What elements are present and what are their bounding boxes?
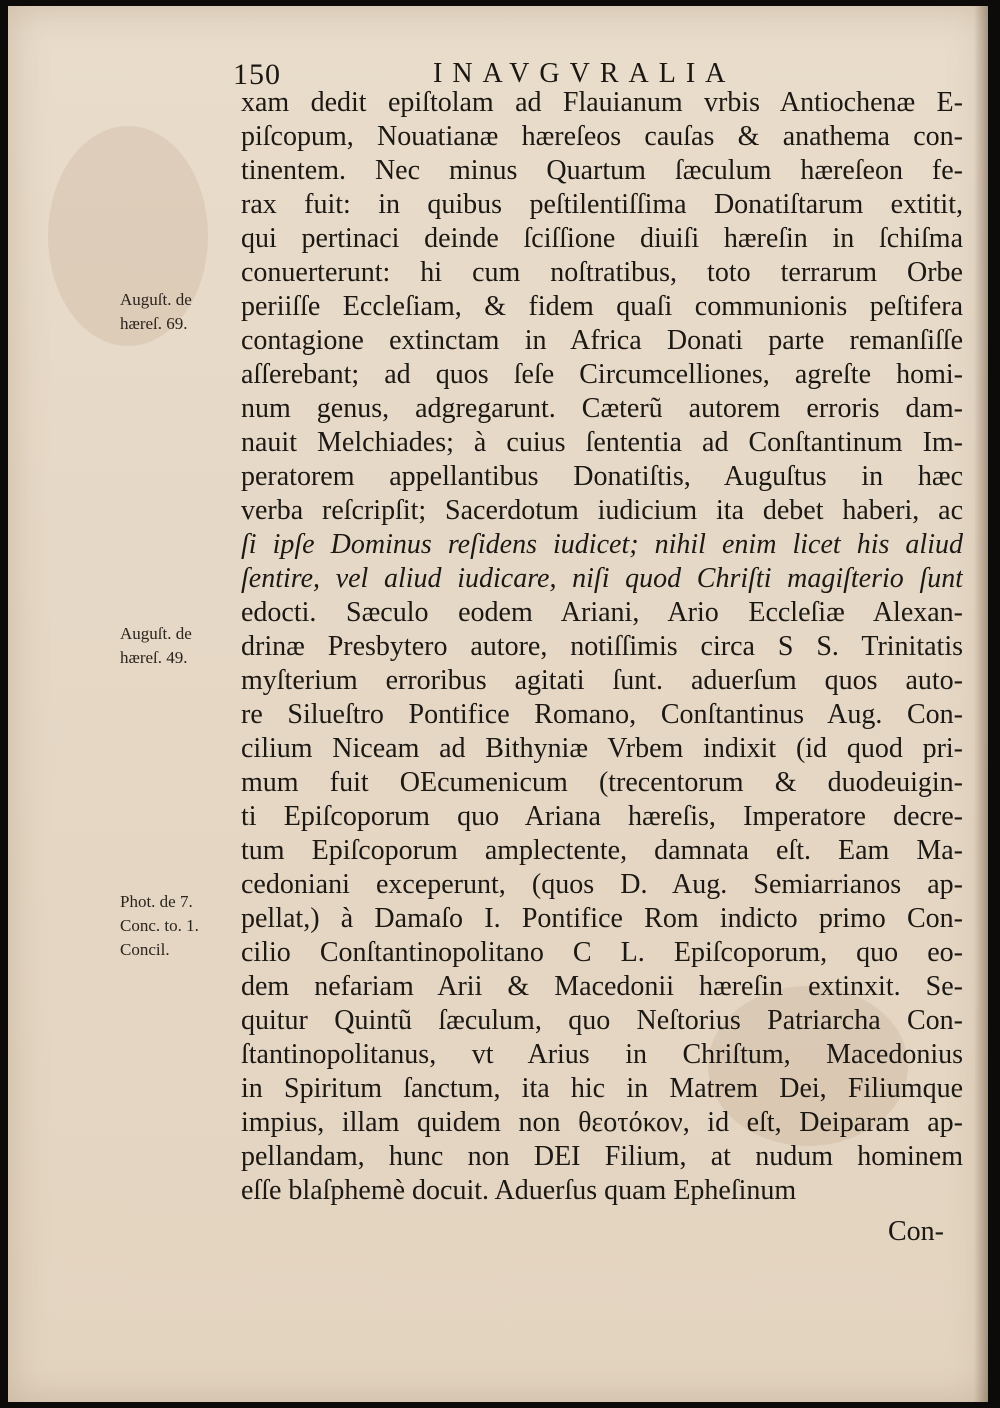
margin-note-augustine-69	[120, 288, 238, 336]
margin-note-line: Conc. to. 1.	[120, 916, 199, 935]
text-line: tinentem. Nec minus Quartum ſæculum hæreſeon fe-	[241, 155, 963, 186]
text-line: mum fuit OEcumenicum (trecentorum & duodeuigin-	[241, 767, 963, 798]
text-line: ti Epiſcoporum quo Ariana hæreſis, Imperatore decre-	[241, 801, 963, 832]
margin-note-line: Phot. de 7.	[120, 892, 193, 911]
text-line: edocti. Sæculo eodem Ariani, Ario Eccleſiæ Alexan-	[241, 597, 963, 628]
text-line: xam dedit epiſtolam ad Flauianum vrbis Antiochenæ E-	[241, 87, 963, 118]
text-line: num genus, adgregarunt. Cæterũ autorem erroris dam-	[241, 393, 963, 424]
page-number: 150	[233, 58, 281, 91]
margin-note-line: hæreſ. 69.	[120, 314, 188, 333]
text-line: aſſerebant; ad quos ſeſe Circumcelliones, agreſte homi-	[241, 359, 963, 390]
text-line: myſterium erroribus agitati ſunt. aduerſum quos auto-	[241, 665, 963, 696]
text-line: cedoniani exceperunt, (quos D. Aug. Semiarrianos ap-	[241, 869, 963, 900]
text-line: quitur Quintũ ſæculum, quo Neſtorius Patriarcha Con-	[241, 1005, 963, 1036]
text-line: ſi ipſe Dominus reſidens iudicet; nihil enim licet his aliud	[241, 529, 963, 560]
text-line: rax fuit: in quibus peſtilentiſſima Donatiſtarum extitit,	[241, 189, 963, 220]
text-line: pellandam, hunc non DEI Filium, at nudum hominem	[241, 1141, 963, 1172]
text-line: pellat,) à Damaſo I. Pontifice Rom indicto primo Con-	[241, 903, 963, 934]
text-line: cilium Niceam ad Bithyniæ Vrbem indixit (id quod pri-	[241, 733, 963, 764]
margin-note-line: Auguſt. de	[120, 290, 192, 309]
margin-note-photius	[120, 890, 238, 962]
running-title: INAVGVRALIA	[433, 58, 736, 89]
text-line: conuerterunt: hi cum noſtratibus, toto terrarum Orbe	[241, 257, 963, 288]
text-line: periiſſe Eccleſiam, & fidem quaſi communionis peſtifera	[241, 291, 963, 322]
page-edge-shadow	[974, 6, 988, 1402]
margin-note-line: hæreſ. 49.	[120, 648, 188, 667]
text-line: ſtantinopolitanus, vt Arius in Chriſtum, Macedonius	[241, 1039, 963, 1070]
book-page	[8, 6, 988, 1402]
text-line: contagione extinctam in Africa Donati parte remanſiſſe	[241, 325, 963, 356]
text-line: peratorem appellantibus Donatiſtis, Auguſtus in hæc	[241, 461, 963, 492]
text-line: piſcopum, Nouatianæ hæreſeos cauſas & anathema con-	[241, 121, 963, 152]
text-line: tum Epiſcoporum amplectente, damnata eſt. Eam Ma-	[241, 835, 963, 866]
text-line: ſentire, vel aliud iudicare, niſi quod Chriſti magiſterio ſunt	[241, 563, 963, 594]
text-line: drinæ Presbytero autore, notiſſimis circa S S. Trinitatis	[241, 631, 963, 662]
text-line: impius, illam quidem non θεοτόκον, id eſt, Deiparam ap-	[241, 1107, 963, 1138]
catchword: Con-	[888, 1216, 944, 1247]
margin-note-line: Concil.	[120, 940, 170, 959]
margin-note-augustine-49	[120, 622, 238, 670]
text-line: verba reſcripſit; Sacerdotum iudicium ita debet haberi, ac	[241, 495, 963, 526]
text-line: re Silueſtro Pontifice Romano, Conſtantinus Aug. Con-	[241, 699, 963, 730]
main-text-block	[241, 86, 963, 1208]
text-line: dem nefariam Arii & Macedonii hæreſin extinxit. Se-	[241, 971, 963, 1002]
text-line: qui pertinaci deinde ſciſſione diuiſi hæreſin in ſchiſma	[241, 223, 963, 254]
margin-note-line: Auguſt. de	[120, 624, 192, 643]
text-line: nauit Melchiades; à cuius ſententia ad Conſtantinum Im-	[241, 427, 963, 458]
text-line: cilio Conſtantinopolitano C L. Epiſcoporum, quo eo-	[241, 937, 963, 968]
text-line: in Spiritum ſanctum, ita hic in Matrem Dei, Filiumque	[241, 1073, 963, 1104]
text-line: eſſe blaſphemè docuit. Aduerſus quam Epheſinum	[241, 1175, 797, 1206]
